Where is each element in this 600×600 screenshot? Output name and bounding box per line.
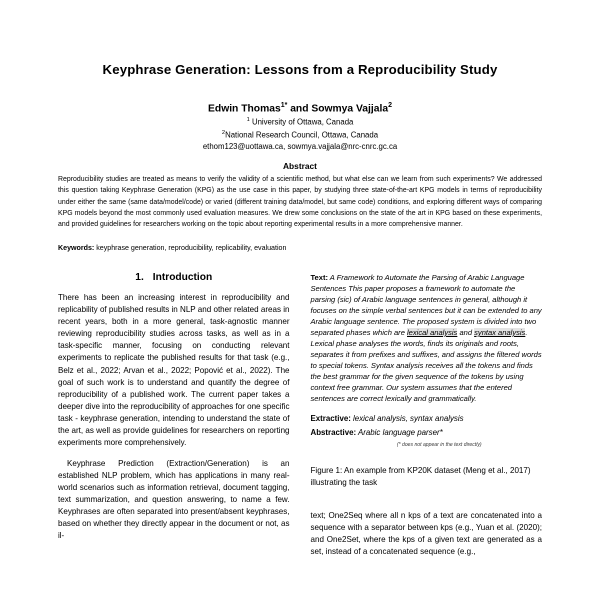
right-column	[311, 272, 543, 559]
affiliation-1-marker: 1	[246, 117, 250, 124]
author-conjunction: and	[287, 102, 312, 114]
section-number: 1.	[135, 271, 144, 283]
abstract-body: Reproducibility studies are treated as means to verify the validity of a scientific method, but what else can we learn from such experiments? We addressed this question taking Keyphrase Generation (KPG) as the use case in this paper, by studying three state-of-the-art KPG models in terms of reproducibility under either the same (same data/model/code) or varied (different training data/model, but same code) conditions, and exploring different ways of comparing KPG models beyond the most commonly used evaluation measures. We drew some conclusions on the state of the art in KPG based on these experiments, and provided guidelines for researchers working on the topic about reporting experimental results in a more comprehensive manner.	[58, 176, 542, 228]
abstract-heading: Abstract	[283, 161, 317, 172]
affiliation-2	[58, 129, 542, 141]
figure-highlight-syntax-analysis: syntax analysis	[474, 327, 526, 337]
author-name-1: Edwin Thomas	[208, 102, 281, 114]
left-column	[58, 272, 290, 559]
section-title: Introduction	[152, 271, 213, 283]
figure-example-text	[311, 272, 543, 404]
author-1-affiliation-marker: 1*	[280, 101, 288, 109]
section-heading-introduction	[58, 272, 290, 283]
affiliation-2-text: National Research Council, Ottawa, Canada	[225, 130, 379, 140]
author-name-2: Sowmya Vajjala	[311, 102, 389, 114]
figure-footnote: (* does not appear in the text directly)	[396, 441, 482, 448]
abstractive-label: Abstractive:	[310, 427, 357, 437]
right-column-paragraph: text; One2Seq where all n kps of a text are concatenated into a sequence with a separator between kps (e.g., Yuan et al. (2020); and One2Set, where the kps of a given text are generated as a set, instead of a concatenated sequence (e.g.,	[310, 510, 542, 557]
figure-extractive-line	[311, 413, 543, 425]
keywords-value: keyphrase generation, reproducibility, replicability, evaluation	[94, 244, 287, 253]
author-emails: ethom123@uottawa.ca, sowmya.vajjala@nrc-cnrc.gc.ca	[202, 142, 398, 152]
figure-text-part-3: . Lexical phase analyses the words, finds its originals and roots, separates it from prefixes and suffixes, and assigns the filtered words to special tokens. Syntax analysis receives all the tokens and finds the best grammar for the given sequence of the tokens by using context free grammar. Our system assumes that the entered sentences are correct lexically and grammatically.	[310, 327, 542, 403]
intro-paragraph-2: Keyphrase Prediction (Extraction/Generation) is an established NLP problem, which has applications in many real-world scenarios such as information retrieval, document tagging, text summarization, and question answering, to name a few. Keyphrases are often separated into present/absent keyphrases, based on whether they directly appear in the document or not, as il-	[58, 458, 290, 541]
figure-text-label: Text:	[310, 272, 328, 282]
figure-caption: Figure 1: An example from KP20K dataset (Meng et al., 2017) illustrating the task	[310, 465, 531, 487]
keywords-line	[58, 243, 542, 254]
figure-text-part-2: and	[457, 327, 475, 337]
author-2-affiliation-marker: 2	[388, 101, 392, 109]
figure-text-part-1: A Framework to Automate the Parsing of Arabic Language Sentences This paper proposes a framework to automate the parsing (sic) of Arabic language sentences in general, although it focuses on the simple verbal sentences but it can be extended to any Arabic language sentence. The proposed system is divided into two separated phases which are	[310, 272, 542, 337]
extractive-label: Extractive:	[310, 413, 351, 423]
affiliation-1	[58, 116, 542, 128]
page-title: Keyphrase Generation: Lessons from a Reproducibility Study	[102, 62, 498, 77]
two-column-body	[58, 272, 542, 559]
affiliation-1-text: University of Ottawa, Canada	[249, 117, 354, 127]
intro-paragraph-1: There has been an increasing interest in reproducibility and replicability of published results in NLP and other related areas in recent years, both in a more general, task-agnostic manner reviewing reproducibility studies across tasks, as well as in a task-specific manner, focusing on conducting relevant experiments to replicate the published results for that task (e.g., Belz et al., 2022; Arvan et al., 2022; Popović et al., 2022). The goal of such work is to understand and quantify the degree of reproducibility of a published work. The current paper takes a deeper dive into the reproducibility of approaches for one specific task - keyphrase generation, intending to understand the state of the art, as well as provide guidelines for researchers on reporting experiments more comprehensively.	[58, 292, 290, 448]
keywords-label: Keywords:	[58, 244, 95, 253]
abstractive-value: Arabic language parser*	[356, 427, 443, 437]
affiliation-2-marker: 2	[221, 129, 226, 136]
extractive-value: lexical analysis, syntax analysis	[350, 413, 464, 423]
figure-1	[311, 272, 543, 489]
figure-highlight-lexical-analysis: lexical analysis	[407, 327, 458, 337]
author-list	[58, 101, 542, 116]
figure-abstractive-line	[311, 427, 543, 439]
